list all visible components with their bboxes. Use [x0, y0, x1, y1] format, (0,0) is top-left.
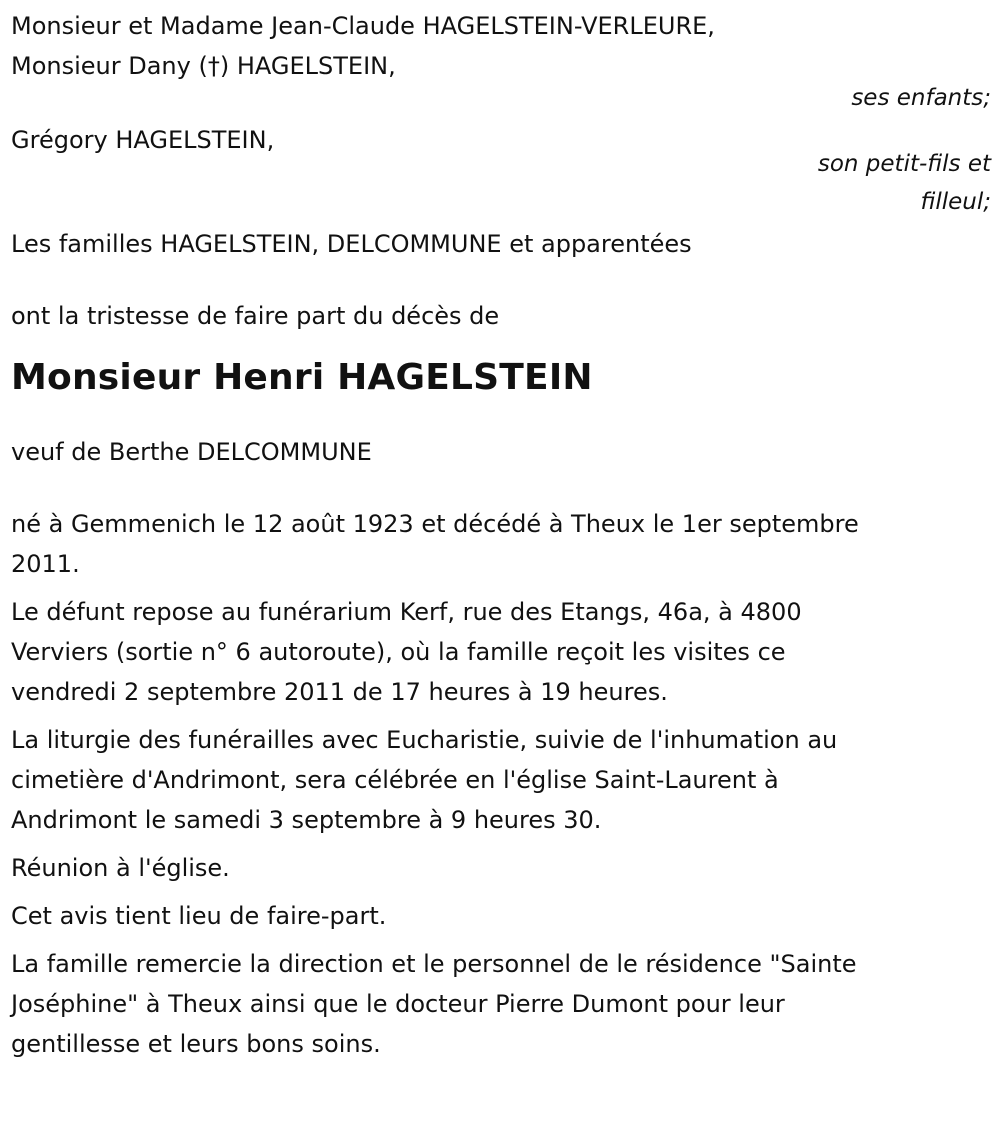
notice-paragraph	[11, 896, 991, 936]
birth-death-line-1: né à Gemmenich le 12 août 1923 et décédé à Theux le 1er septembre	[11, 510, 859, 538]
rest-paragraph	[11, 592, 991, 712]
rest-line-2: Verviers (sortie n° 6 autoroute), où la famille reçoit les visites ce	[11, 638, 786, 666]
family-line-1: Monsieur et Madame Jean-Claude HAGELSTEIN-VERLEURE,	[11, 12, 715, 40]
meeting-line: Réunion à l'église.	[11, 854, 230, 882]
children-note: ses enfants;	[851, 85, 991, 111]
families-line: Les familles HAGELSTEIN, DELCOMMUNE et apparentées	[11, 230, 692, 258]
family-line-2: Monsieur Dany (†) HAGELSTEIN,	[11, 52, 396, 80]
thanks-line-1: La famille remercie la direction et le personnel de le résidence "Sainte	[11, 950, 857, 978]
spacer	[11, 472, 991, 504]
death-notice	[11, 6, 991, 1072]
grandson-note-1: son petit-fils et	[817, 151, 991, 177]
liturgy-line-1: La liturgie des funérailles avec Eucharistie, suivie de l'inhumation au	[11, 726, 838, 754]
liturgy-line-3: Andrimont le samedi 3 septembre à 9 heures 30.	[11, 806, 602, 834]
widower-line: veuf de Berthe DELCOMMUNE	[11, 438, 372, 466]
liturgy-paragraph	[11, 720, 991, 840]
notice-line: Cet avis tient lieu de faire-part.	[11, 902, 387, 930]
liturgy-line-2: cimetière d'Andrimont, sera célébrée en l'église Saint-Laurent à	[11, 766, 779, 794]
spacer	[11, 264, 991, 296]
grandson-line: Grégory HAGELSTEIN,	[11, 126, 275, 154]
birth-death-line-2: 2011.	[11, 550, 80, 578]
deceased-name: Monsieur Henri HAGELSTEIN	[11, 357, 593, 398]
birth-death-paragraph	[11, 504, 991, 584]
announcement-line: ont la tristesse de faire part du décès de	[11, 302, 500, 330]
thanks-line-2: Joséphine" à Theux ainsi que le docteur Pierre Dumont pour leur	[11, 990, 785, 1018]
thanks-line-3: gentillesse et leurs bons soins.	[11, 1030, 381, 1058]
rest-line-3: vendredi 2 septembre 2011 de 17 heures à 19 heures.	[11, 678, 668, 706]
grandson-note-2: filleul;	[920, 189, 991, 215]
meeting-paragraph	[11, 848, 991, 888]
rest-line-1: Le défunt repose au funérarium Kerf, rue des Etangs, 46a, à 4800	[11, 598, 802, 626]
thanks-paragraph	[11, 944, 991, 1064]
